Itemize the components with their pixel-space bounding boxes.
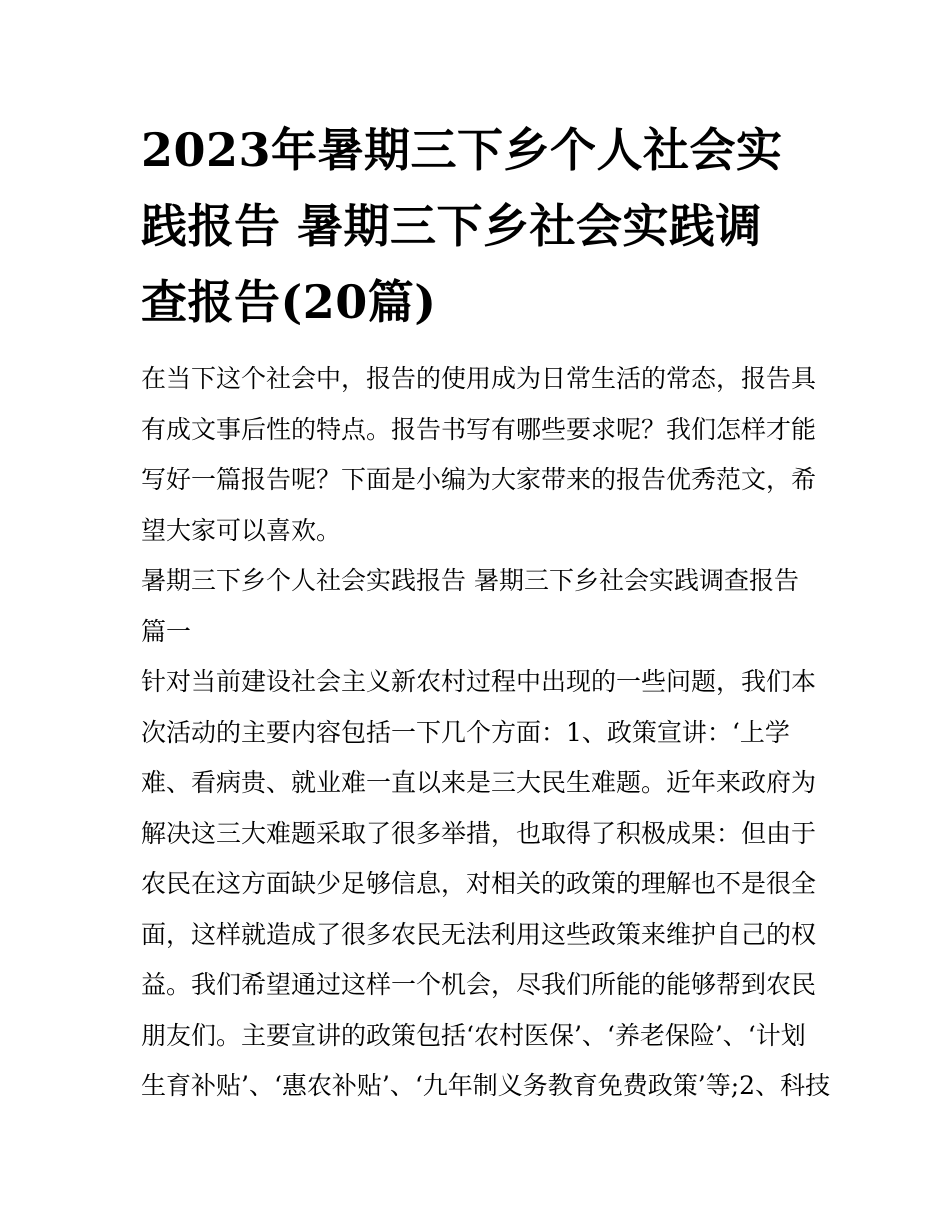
section-heading xyxy=(141,556,813,657)
text-line: 暑期三下乡个人社会实践报告 暑期三下乡社会实践调查报告 xyxy=(141,566,799,595)
title-line: 践报告 暑期三下乡社会实践调 xyxy=(141,199,763,253)
text-line: 次活动的主要内容包括一下几个方面：1、政策宣讲：‘上学 xyxy=(141,717,790,747)
document-title xyxy=(141,112,811,340)
text-line: 生育补贴’、‘惠农补贴’、‘九年制义务教育免费政策’等;2、科技 xyxy=(141,1071,831,1100)
text-line: 有成文事后性的特点。报告书写有哪些要求呢？我们怎样才能 xyxy=(141,414,817,444)
text-line: 农民在这方面缺少足够信息，对相关的政策的理解也不是很全 xyxy=(141,869,817,898)
text-line: 写好一篇报告呢？下面是小编为大家带来的报告优秀范文，希 xyxy=(141,465,817,494)
text-line: 解决这三大难题采取了很多举措，也取得了积极成果：但由于 xyxy=(141,818,817,848)
text-line: 益。我们希望通过这样一个机会，尽我们所能的能够帮到农民 xyxy=(141,970,817,999)
text-line: 望大家可以喜欢。 xyxy=(141,515,342,545)
text-line: 在当下这个社会中，报告的使用成为日常生活的常态，报告具 xyxy=(141,364,817,393)
body-paragraph xyxy=(141,657,831,1112)
title-line: 查报告(20篇) xyxy=(141,275,437,329)
text-line: 朋友们。主要宣讲的政策包括‘农村医保’、‘养老保险’、‘计划 xyxy=(141,1020,806,1050)
text-line: 面，这样就造成了很多农民无法利用这些政策来维护自己的权 xyxy=(141,919,817,949)
title-line: 2023年暑期三下乡个人社会实 xyxy=(141,123,783,177)
text-line: 篇一 xyxy=(141,616,192,646)
text-line: 难、看病贵、就业难一直以来是三大民生难题。近年来政府为 xyxy=(141,768,817,797)
text-line: 针对当前建设社会主义新农村过程中出现的一些问题，我们本 xyxy=(141,667,817,696)
intro-paragraph xyxy=(141,354,817,556)
